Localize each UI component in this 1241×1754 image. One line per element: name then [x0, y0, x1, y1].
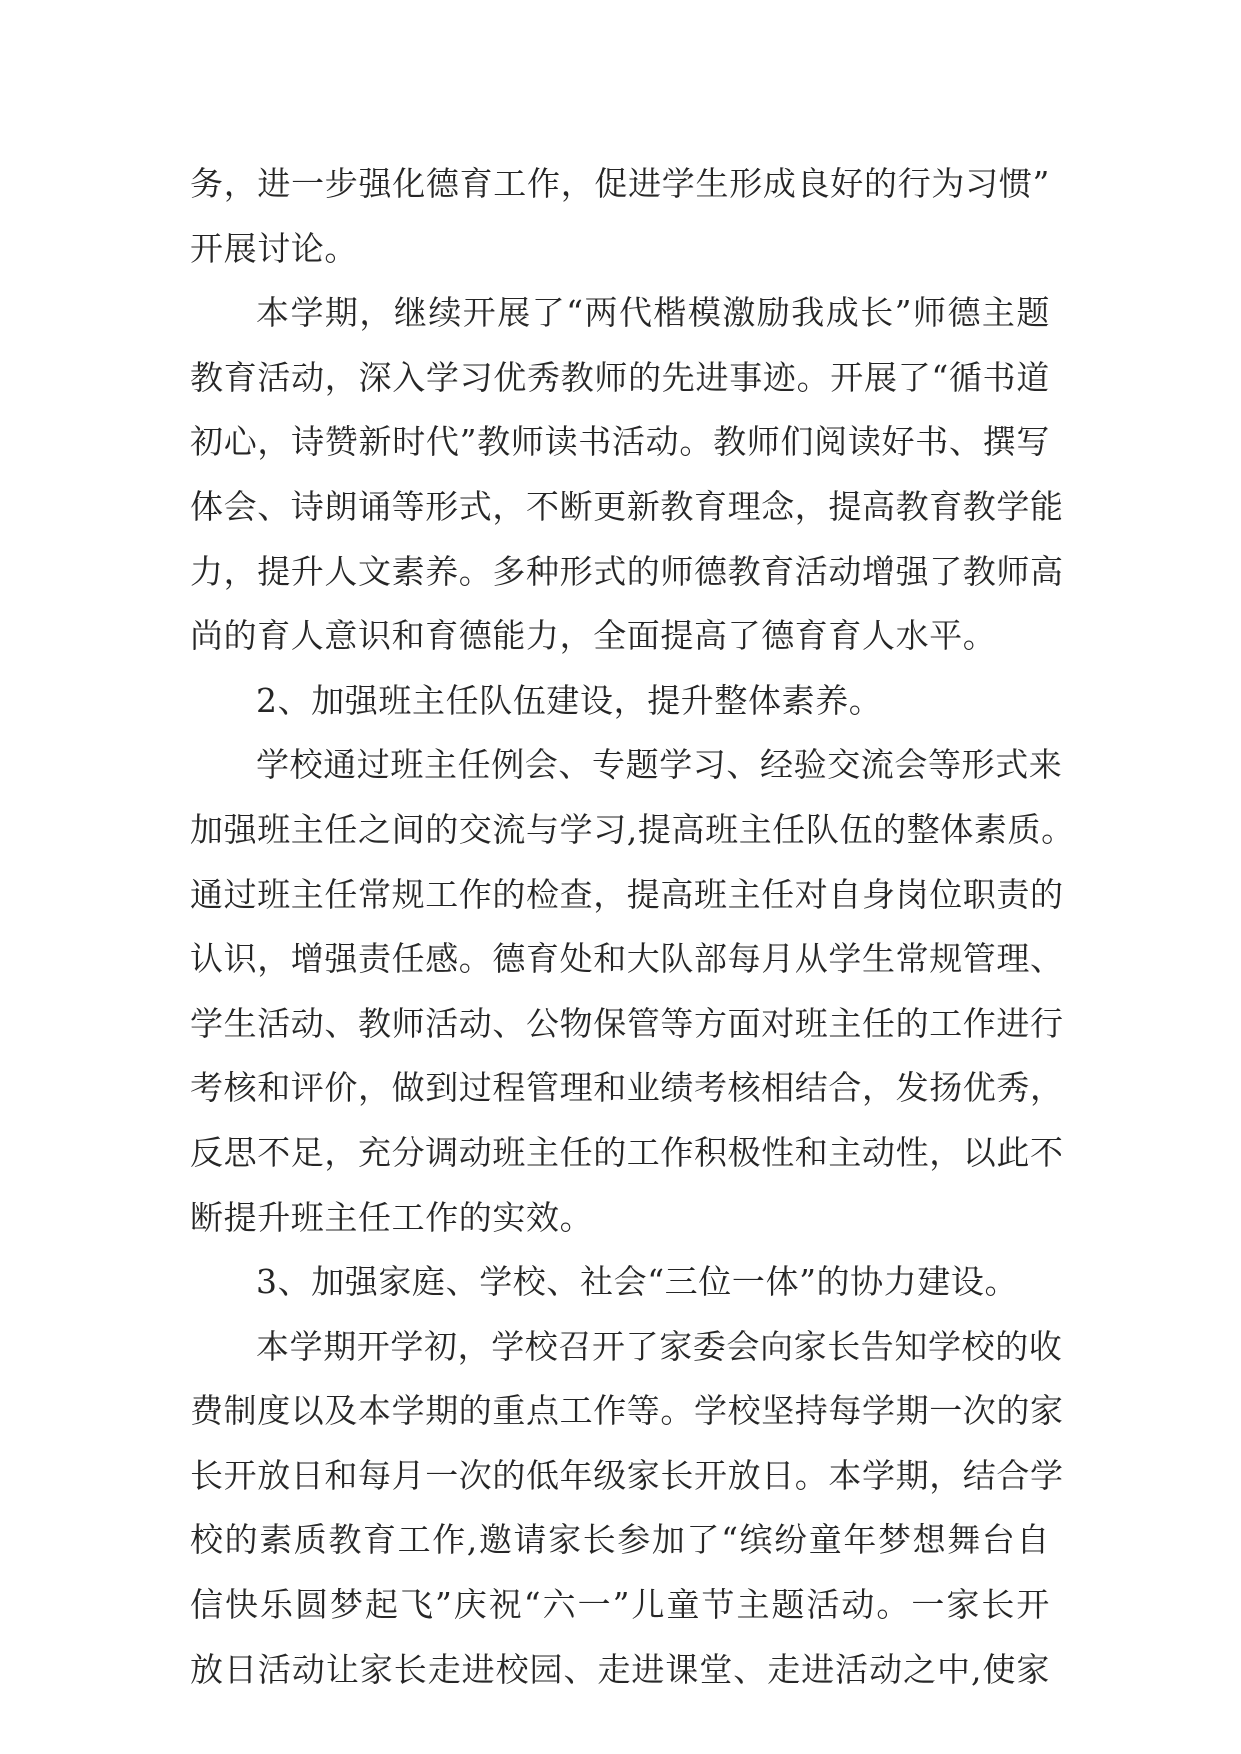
text-line-15: 考核和评价，做到过程管理和业绩考核相结合，发扬优秀， — [190, 1068, 1064, 1108]
text-line-4: 教育活动，深入学习优秀教师的先进事迹。开展了“循书道 — [190, 357, 1050, 397]
text-line-2: 开展讨论。 — [190, 228, 358, 268]
text-line-12: 通过班主任常规工作的检查，提高班主任对自身岗位职责的 — [190, 874, 1064, 914]
text-line-8: 尚的育人意识和育德能力，全面提高了德育育人水平。 — [190, 616, 997, 656]
text-line-3: 本学期，继续开展了“两代楷模激励我成长”师德主题 — [256, 293, 1050, 333]
text-line-11: 加强班主任之间的交流与学习,提高班主任队伍的整体素质。 — [190, 809, 1075, 849]
text-line-19: 本学期开学初，学校召开了家委会向家长告知学校的收 — [256, 1326, 1063, 1366]
text-line-6: 体会、诗朗诵等形式，不断更新教育理念，提高教育教学能 — [190, 486, 1064, 526]
text-line-14: 学生活动、教师活动、公物保管等方面对班主任的工作进行 — [190, 1003, 1064, 1043]
text-line-21: 长开放日和每月一次的低年级家长开放日。本学期，结合学 — [190, 1455, 1064, 1495]
text-line-23: 信快乐圆梦起飞”庆祝“六一”儿童节主题活动。一家长开 — [190, 1585, 1050, 1625]
text-line-5: 初心，诗赞新时代”教师读书活动。教师们阅读好书、撰写 — [190, 422, 1050, 462]
text-line-22: 校的素质教育工作,邀请家长参加了“缤纷童年梦想舞台自 — [190, 1520, 1050, 1560]
text-line-1: 务，进一步强化德育工作，促进学生形成良好的行为习惯” — [190, 164, 1050, 203]
text-line-13: 认识，增强责任感。德育处和大队部每月从学生常规管理、 — [190, 939, 1064, 979]
section-heading-3: 3、加强家庭、学校、社会“三位一体”的协力建设。 — [256, 1262, 1019, 1302]
text-line-16: 反思不足，充分调动班主任的工作积极性和主动性，以此不 — [190, 1132, 1064, 1172]
text-line-17: 断提升班主任工作的实效。 — [190, 1197, 594, 1237]
section-heading-2: 2、加强班主任队伍建设，提升整体素养。 — [256, 680, 883, 720]
text-line-24: 放日活动让家长走进校园、走进课堂、走进活动之中,使家 — [190, 1649, 1050, 1689]
text-line-7: 力，提升人文素养。多种形式的师德教育活动增强了教师高 — [190, 551, 1064, 591]
body-text — [190, 152, 1075, 1702]
text-line-10: 学校通过班主任例会、专题学习、经验交流会等形式来 — [256, 745, 1063, 785]
text-line-20: 费制度以及本学期的重点工作等。学校坚持每学期一次的家 — [190, 1391, 1064, 1431]
